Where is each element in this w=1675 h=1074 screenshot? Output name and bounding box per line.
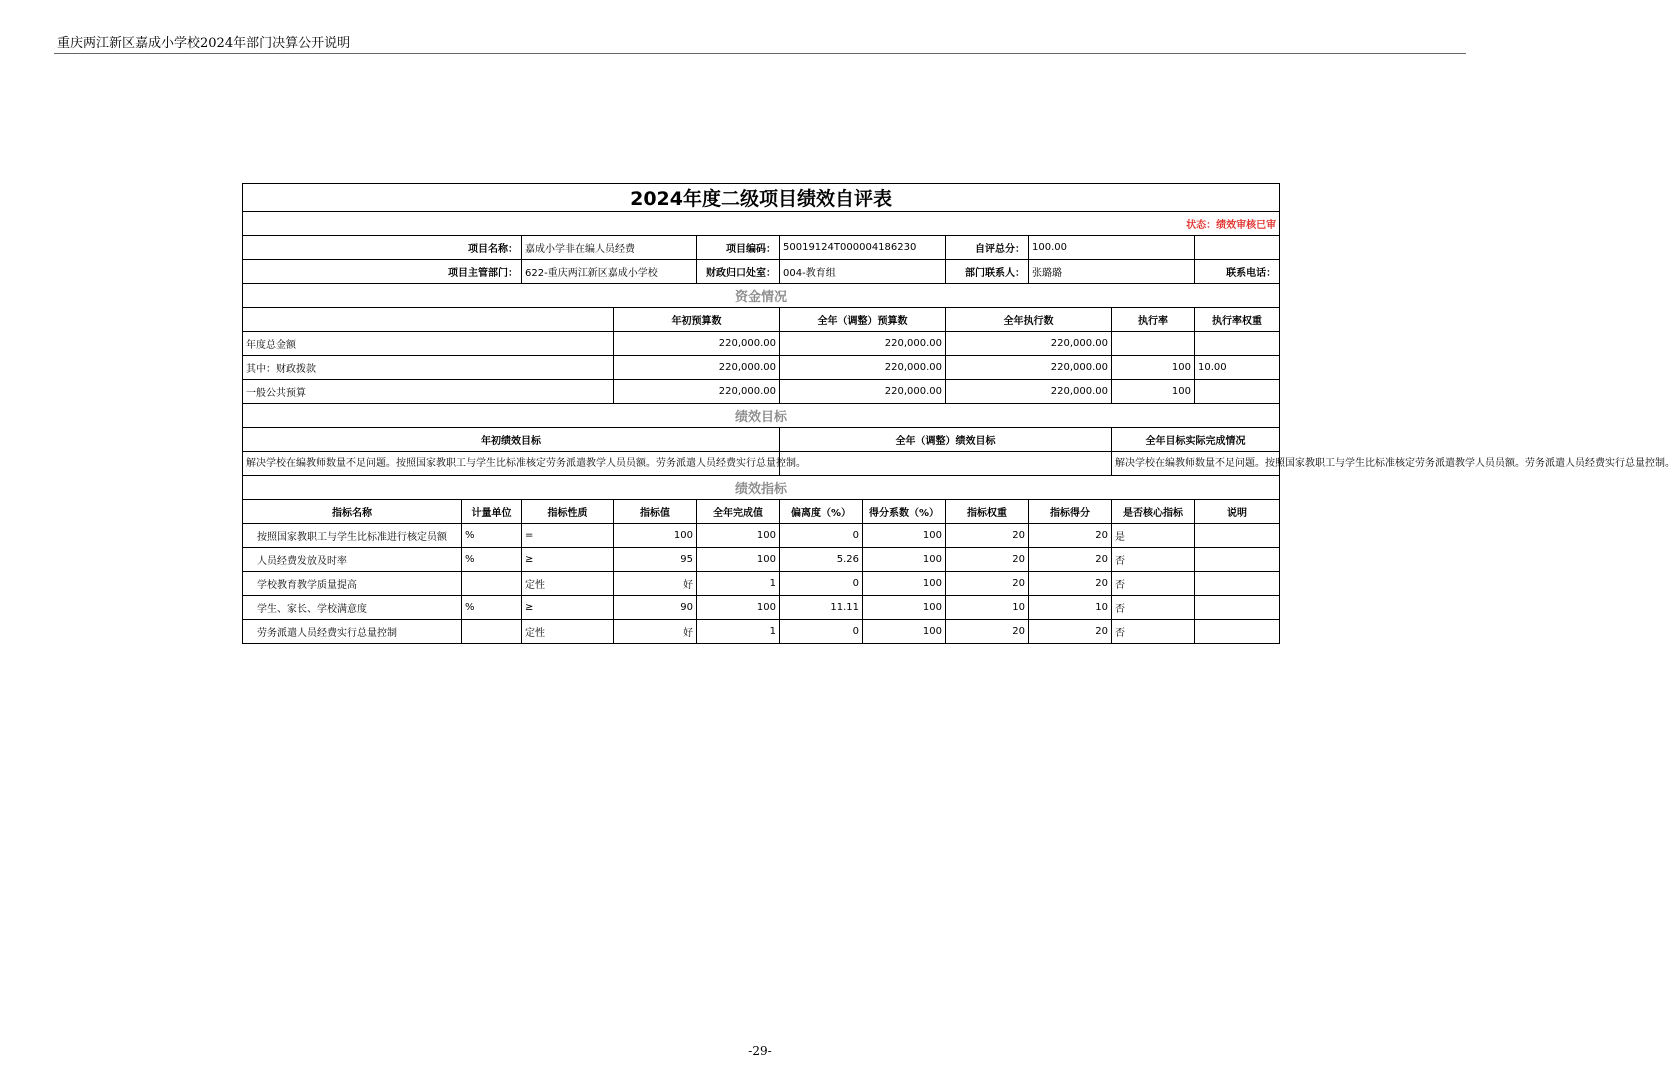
funds-row (243, 356, 1280, 380)
indicator-note (1195, 524, 1280, 548)
indicator-value: 100 (614, 524, 697, 548)
indicator-core: 是 (1112, 524, 1195, 548)
funds-row-name: 年度总金额 (243, 332, 614, 356)
indicator-actual: 1 (697, 620, 780, 644)
funds-row-name: 其中：财政拨款 (243, 356, 614, 380)
funds-weight (1195, 380, 1280, 404)
funds-adjusted: 220,000.00 (780, 380, 946, 404)
funds-rate: 100 (1112, 380, 1195, 404)
indicator-nature: 定性 (522, 620, 614, 644)
indicator-deviation: 0 (780, 572, 863, 596)
project-code-value: 50019124T000004186230 (780, 236, 946, 260)
indicators-section-title: 绩效指标 (243, 476, 1280, 500)
funds-executed: 220,000.00 (946, 332, 1112, 356)
indicator-header: 指标性质 (522, 500, 614, 524)
indicator-deviation: 5.26 (780, 548, 863, 572)
project-code-label: 项目编码： (697, 236, 780, 260)
funds-adjusted: 220,000.00 (780, 332, 946, 356)
indicator-deviation: 0 (780, 620, 863, 644)
funds-adjusted: 220,000.00 (780, 356, 946, 380)
indicator-unit: % (462, 548, 522, 572)
funds-header: 全年（调整）预算数 (780, 308, 946, 332)
page-header: 重庆两江新区嘉成小学校2024年部门决算公开说明 (57, 36, 351, 51)
indicator-core: 否 (1112, 596, 1195, 620)
indicator-nature: ≥ (522, 596, 614, 620)
funds-header: 年初预算数 (614, 308, 780, 332)
goals-section-title: 绩效目标 (243, 404, 1280, 428)
indicator-core: 否 (1112, 548, 1195, 572)
indicator-row (243, 548, 1280, 572)
indicator-score: 20 (1029, 548, 1112, 572)
indicator-name: 学校教育教学质量提高 (243, 572, 462, 596)
indicator-score: 20 (1029, 620, 1112, 644)
indicator-note (1195, 620, 1280, 644)
funds-initial: 220,000.00 (614, 356, 780, 380)
indicator-header: 说明 (1195, 500, 1280, 524)
indicator-coef: 100 (863, 596, 946, 620)
dept-label: 项目主管部门： (243, 260, 522, 284)
indicator-weight: 20 (946, 572, 1029, 596)
indicator-actual: 1 (697, 572, 780, 596)
indicator-row (243, 620, 1280, 644)
goals-header-adjusted: 全年（调整）绩效目标 (780, 428, 1112, 452)
indicator-core: 否 (1112, 620, 1195, 644)
goals-header-initial: 年初绩效目标 (243, 428, 780, 452)
funds-weight (1195, 332, 1280, 356)
indicator-coef: 100 (863, 548, 946, 572)
indicator-coef: 100 (863, 572, 946, 596)
indicator-note (1195, 548, 1280, 572)
indicator-value: 好 (614, 572, 697, 596)
indicator-actual: 100 (697, 596, 780, 620)
indicator-header: 指标名称 (243, 500, 462, 524)
funds-initial: 220,000.00 (614, 332, 780, 356)
indicator-header: 指标值 (614, 500, 697, 524)
indicator-value: 好 (614, 620, 697, 644)
finance-office-label: 财政归口处室： (697, 260, 780, 284)
indicator-name: 按照国家教职工与学生比标准进行核定员额 (243, 524, 462, 548)
indicator-header: 偏离度（%） (780, 500, 863, 524)
indicator-value: 95 (614, 548, 697, 572)
indicator-weight: 20 (946, 620, 1029, 644)
indicator-header: 指标权重 (946, 500, 1029, 524)
indicator-note (1195, 572, 1280, 596)
indicator-unit (462, 620, 522, 644)
indicator-value: 90 (614, 596, 697, 620)
phone-label: 联系电话： (1195, 260, 1280, 284)
contact-person-value: 张璐璐 (1029, 260, 1195, 284)
indicator-deviation: 0 (780, 524, 863, 548)
funds-header: 全年执行数 (946, 308, 1112, 332)
indicator-weight: 20 (946, 524, 1029, 548)
indicator-core: 否 (1112, 572, 1195, 596)
indicator-header: 是否核心指标 (1112, 500, 1195, 524)
indicator-coef: 100 (863, 524, 946, 548)
indicator-unit: % (462, 596, 522, 620)
indicator-row (243, 524, 1280, 548)
goals-header-actual: 全年目标实际完成情况 (1112, 428, 1280, 452)
goal-actual-text: 解决学校在编教师数量不足问题。按照国家教职工与学生比标准核定劳务派遣教学人员员额。劳务派遣人员经费实行总量控制。 (1112, 452, 1280, 476)
indicator-actual: 100 (697, 524, 780, 548)
funds-section-title: 资金情况 (243, 284, 1280, 308)
finance-office-value: 004-教育组 (780, 260, 946, 284)
page-number: -29- (748, 1044, 772, 1058)
header-divider (54, 53, 1466, 54)
indicator-score: 20 (1029, 524, 1112, 548)
goal-adjusted-text (780, 452, 1112, 476)
funds-executed: 220,000.00 (946, 356, 1112, 380)
indicator-note (1195, 596, 1280, 620)
indicator-coef: 100 (863, 620, 946, 644)
self-score-label: 自评总分： (946, 236, 1029, 260)
indicator-header: 得分系数（%） (863, 500, 946, 524)
indicator-actual: 100 (697, 548, 780, 572)
indicator-weight: 20 (946, 548, 1029, 572)
indicator-score: 10 (1029, 596, 1112, 620)
funds-row (243, 380, 1280, 404)
indicator-nature: 定性 (522, 572, 614, 596)
dept-value: 622-重庆两江新区嘉成小学校 (522, 260, 697, 284)
funds-executed: 220,000.00 (946, 380, 1112, 404)
project-name-label: 项目名称： (243, 236, 522, 260)
funds-row-name: 一般公共预算 (243, 380, 614, 404)
indicator-unit (462, 572, 522, 596)
indicator-deviation: 11.11 (780, 596, 863, 620)
funds-rate (1112, 332, 1195, 356)
indicator-row (243, 572, 1280, 596)
indicator-nature: ≥ (522, 548, 614, 572)
indicator-score: 20 (1029, 572, 1112, 596)
indicator-header: 全年完成值 (697, 500, 780, 524)
self-score-value: 100.00 (1029, 236, 1195, 260)
performance-table (242, 183, 1675, 644)
indicator-name: 学生、家长、学校满意度 (243, 596, 462, 620)
status-badge: 状态：绩效审核已审 (243, 212, 1280, 236)
contact-person-label: 部门联系人： (946, 260, 1029, 284)
indicator-weight: 10 (946, 596, 1029, 620)
indicator-header: 计量单位 (462, 500, 522, 524)
funds-initial: 220,000.00 (614, 380, 780, 404)
funds-weight: 10.00 (1195, 356, 1280, 380)
funds-row (243, 332, 1280, 356)
indicator-name: 劳务派遣人员经费实行总量控制 (243, 620, 462, 644)
funds-header-blank (243, 308, 614, 332)
indicator-nature: = (522, 524, 614, 548)
empty-cell (1195, 236, 1280, 260)
funds-header: 执行率权重 (1195, 308, 1280, 332)
funds-rate: 100 (1112, 356, 1195, 380)
indicator-unit: % (462, 524, 522, 548)
table-title: 2024年度二级项目绩效自评表 (243, 184, 1280, 212)
indicator-header: 指标得分 (1029, 500, 1112, 524)
indicator-row (243, 596, 1280, 620)
funds-header: 执行率 (1112, 308, 1195, 332)
indicator-name: 人员经费发放及时率 (243, 548, 462, 572)
goal-initial-text: 解决学校在编教师数量不足问题。按照国家教职工与学生比标准核定劳务派遣教学人员员额。劳务派遣人员经费实行总量控制。 (243, 452, 780, 476)
project-name-value: 嘉成小学非在编人员经费 (522, 236, 697, 260)
